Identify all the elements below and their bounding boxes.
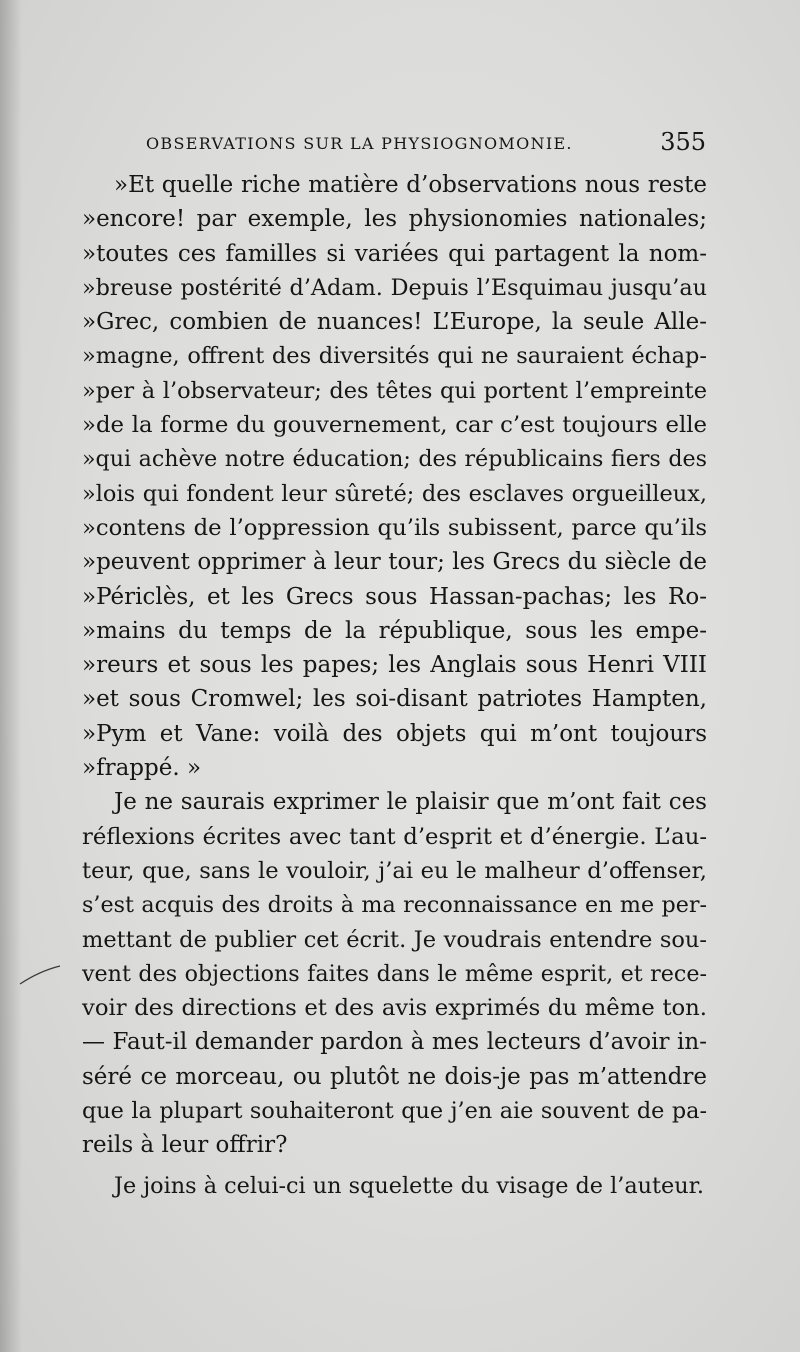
quote-line: »encore! par exemple, les physionomies nationales; [82,206,707,233]
body-text [82,168,707,1203]
final-paragraph-line: Je joins à celui-ci un squelette du visage de l’auteur. [114,1172,704,1199]
running-head: OBSERVATIONS SUR LA PHYSIOGNOMONIE. [146,134,573,153]
margin-pencil-mark [18,964,62,986]
paragraph-line: séré ce morceau, ou plutôt ne dois-je pas m’attendre [82,1063,707,1090]
quote-line: »toutes ces familles si variées qui partagent la nom- [82,240,707,267]
paragraph-line: mettant de publier cet écrit. Je voudrais entendre sou- [82,926,707,953]
paragraph-line: teur, que, sans le vouloir, j’ai eu le malheur d’offenser, [82,857,707,884]
page-edge-shadow [0,0,22,1352]
paragraph-line: s’est acquis des droits à ma reconnaissance en me per- [82,892,707,919]
page-number: 355 [660,128,706,156]
paragraph-line: que la plupart souhaiteront que j’en aie souvent de pa- [82,1098,707,1125]
quote-line: »Périclès, et les Grecs sous Hassan-pachas; les Ro- [82,583,707,610]
paragraph-line: reils à leur offrir? [82,1132,288,1159]
quote-line: »peuvent opprimer à leur tour; les Grecs du siècle de [82,549,707,576]
quote-line: »per à l’observateur; des têtes qui portent l’empreinte [82,377,707,404]
quote-line: »reurs et sous les papes; les Anglais sous Henri VIII [82,652,707,679]
page-header [146,130,706,160]
quote-line: »lois qui fondent leur sûreté; des esclaves orgueilleux, [82,480,707,507]
quote-line: »breuse postérité d’Adam. Depuis l’Esquimau jusqu’au [82,274,707,301]
quote-line: »Et quelle riche matière d’observations nous reste [114,172,707,198]
paragraph-line: réflexions écrites avec tant d’esprit et d’énergie. L’au- [82,823,707,850]
paragraph-line: voir des directions et des avis exprimés du même ton. [82,995,707,1022]
paragraph-line: Je ne saurais exprimer le plaisir que m’ont fait ces [114,789,707,816]
quote-line: »magne, offrent des diversités qui ne sauraient échap- [82,343,707,370]
quote-line: »de la forme du gouvernement, car c’est toujours elle [82,412,707,439]
quote-line: »Grec, combien de nuances! L’Europe, la seule Alle- [82,309,707,336]
quote-line: »frappé. » [82,755,202,782]
quote-line: »mains du temps de la république, sous les empe- [82,617,707,644]
paragraph-line: — Faut-il demander pardon à mes lecteurs d’avoir in- [82,1029,707,1056]
quote-line: »Pym et Vane: voilà des objets qui m’ont toujours [82,720,707,747]
quote-line: »contens de l’oppression qu’ils subissent, parce qu’ils [82,514,707,541]
quote-line: »et sous Cromwel; les soi-disant patriotes Hampten, [82,686,707,713]
quote-line: »qui achève notre éducation; des républicains fiers des [82,446,707,473]
paragraph-line: vent des objections faites dans le même esprit, et rece- [82,960,707,987]
